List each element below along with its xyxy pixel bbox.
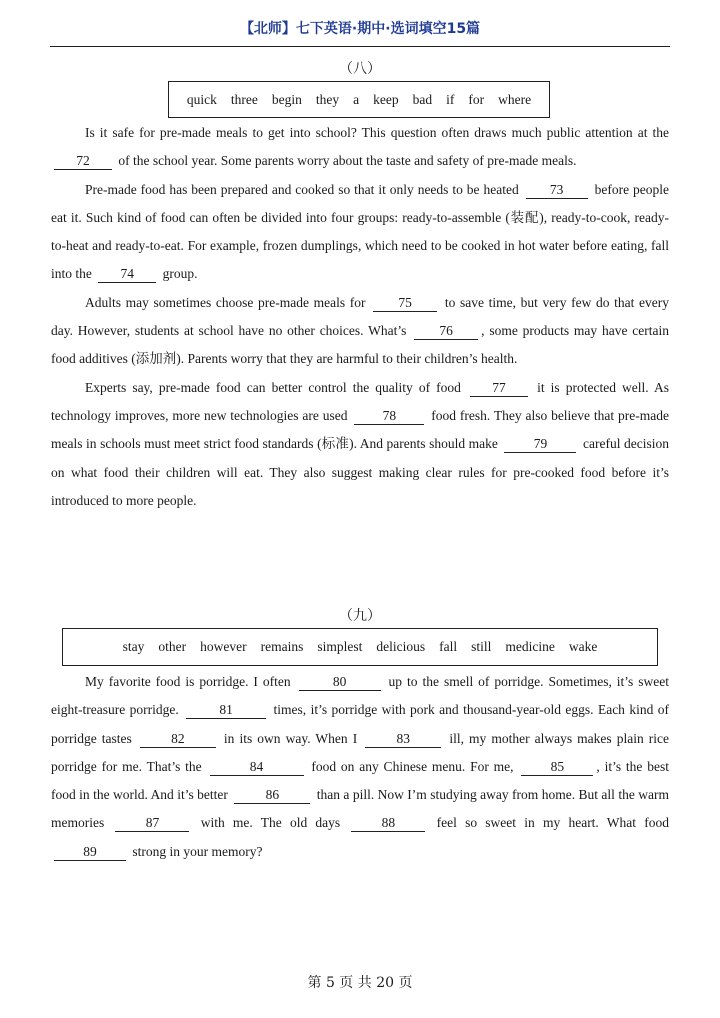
paragraph-text: strong in your memory? <box>129 843 263 859</box>
paragraph <box>51 176 669 289</box>
blank-74: 74 <box>98 265 156 283</box>
paragraph-text: it is protected well. As technology improves, more new technologies are used <box>51 379 669 423</box>
blank-85: 85 <box>521 758 593 776</box>
paragraph <box>51 668 669 866</box>
paragraph-text: Experts say, pre-made food can better control the quality of food <box>85 379 467 395</box>
word-bank-item: delicious <box>376 639 426 654</box>
blank-83: 83 <box>365 730 441 748</box>
blank-75: 75 <box>373 294 437 312</box>
word-bank-item: if <box>446 91 455 107</box>
paragraph-text: times, it’s porridge with pork and thousand-year-old eggs. Each kind of porridge tastes <box>51 702 669 746</box>
word-bank-item: bad <box>412 91 433 107</box>
paragraph-text: feel so sweet in my heart. What food <box>428 815 669 831</box>
paragraph-text: up to the smell of porridge. Sometimes, it’s sweet eight-treasure porridge. <box>51 674 669 718</box>
word-bank-item: medicine <box>505 639 555 654</box>
word-bank-item: three <box>230 91 258 107</box>
section-8-passage <box>51 119 669 515</box>
word-bank-item: a <box>353 91 360 107</box>
section-8-title: （八） <box>339 61 381 77</box>
paragraph-text: than a pill. Now I’m studying away from home. But all the warm memories <box>51 787 669 831</box>
word-bank-item: other <box>158 639 187 654</box>
paragraph <box>51 374 669 515</box>
paragraph <box>51 289 669 374</box>
blank-87: 87 <box>115 814 189 832</box>
blank-76: 76 <box>414 322 478 340</box>
paragraph-text: group. <box>159 266 198 282</box>
word-bank-item: begin <box>271 91 302 107</box>
word-bank-item: quick <box>186 91 217 107</box>
section-9-word-bank <box>62 628 658 666</box>
blank-82: 82 <box>140 730 216 748</box>
paragraph-text: Is it safe for pre-made meals to get into school? This question often draws much public attention at the <box>85 125 669 140</box>
blank-73: 73 <box>526 181 588 199</box>
paragraph-text: food on any Chinese menu. For me, <box>306 758 519 774</box>
word-bank-item: still <box>471 639 492 654</box>
paragraph-text: Pre-made food has been prepared and cooked so that it only needs to be heated <box>85 181 523 197</box>
paragraph-text: ill, my mother always makes plain rice porridge for me. That’s the <box>51 730 669 774</box>
blank-86: 86 <box>234 786 310 804</box>
word-bank-item: stay <box>122 639 145 654</box>
page-footer: 第 5 页 共 20 页 <box>307 975 413 991</box>
blank-84: 84 <box>210 758 304 776</box>
paragraph <box>51 119 669 176</box>
paragraph-text: in its own way. When I <box>218 730 363 746</box>
word-bank-item: wake <box>568 639 598 654</box>
blank-79: 79 <box>504 435 576 453</box>
word-bank-item: however <box>200 639 247 654</box>
word-bank-item: simplest <box>317 639 363 654</box>
paragraph-text: My favorite food is porridge. I often <box>85 674 296 689</box>
section-9-passage <box>51 668 669 866</box>
paragraph-text: to save time, but very few do that every day. However, students at school have no other choices. What’s <box>51 294 669 339</box>
blank-72: 72 <box>54 152 112 170</box>
blank-77: 77 <box>470 379 528 397</box>
section-8-word-bank <box>168 81 550 118</box>
section-9-title: （九） <box>339 608 381 624</box>
word-bank-item: fall <box>439 639 458 654</box>
blank-89: 89 <box>54 843 126 861</box>
paragraph-text: careful decision on what food their children will eat. They also suggest making clear rules for pre-cooked food before it’s introduced to more people. <box>51 436 669 508</box>
word-bank-item: remains <box>260 639 304 654</box>
paragraph-text: with me. The old days <box>192 815 349 831</box>
blank-78: 78 <box>354 407 424 425</box>
blank-80: 80 <box>299 673 381 691</box>
paragraph-text: Adults may sometimes choose pre-made meals for <box>85 294 371 310</box>
word-bank-item: keep <box>373 91 399 107</box>
paragraph-text: , some products may have certain food additives (添加剂). Parents worry that they are harmful to their children’s health. <box>51 323 669 367</box>
paragraph-text: before people eat it. Such kind of food can often be divided into four groups: ready-to-assemble (装配), ready-to-cook, ready-to-heat and ready-to-eat. For example, frozen dumplings, which need to be cooked in hot water before eating, fall into the <box>51 181 669 282</box>
page-header: 【北师】七下英语·期中·选词填空15篇 <box>239 21 481 37</box>
paragraph-text: , it’s the best food in the world. And it’s better <box>51 758 669 803</box>
word-bank-item: for <box>468 91 485 107</box>
word-bank-item: they <box>315 91 340 107</box>
header-divider <box>50 46 670 47</box>
paragraph-text: food fresh. They also believe that pre-made meals in schools must meet strict food standards (标准). And parents should make <box>51 407 669 452</box>
paragraph-text: of the school year. Some parents worry about the taste and safety of pre-made meals. <box>115 153 577 169</box>
blank-88: 88 <box>351 814 425 832</box>
blank-81: 81 <box>186 701 266 719</box>
word-bank-item: where <box>498 91 532 107</box>
